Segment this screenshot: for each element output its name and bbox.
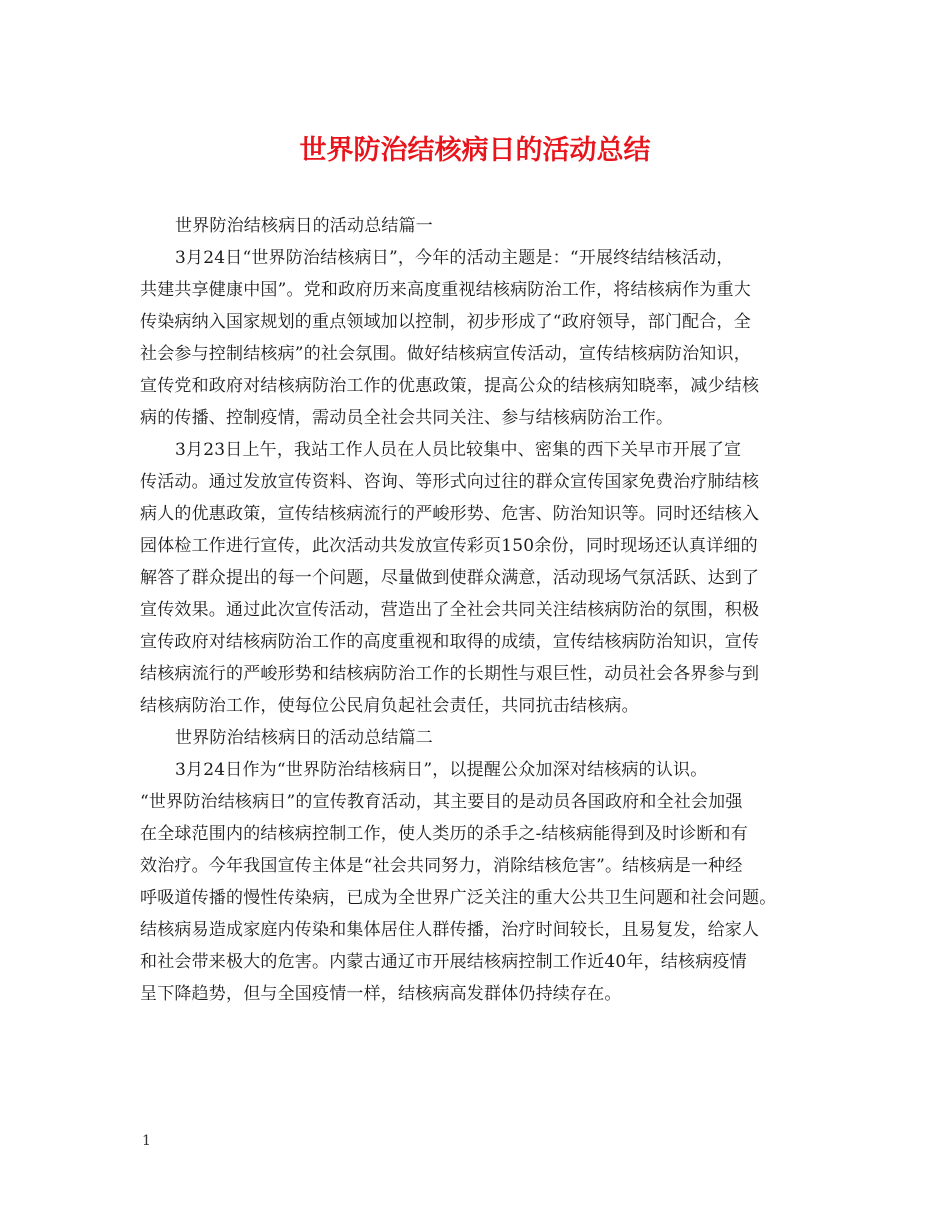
paragraph-line: 在全球范围内的结核病控制工作，使人类历的杀手之-结核病能得到及时诊断和有 <box>140 824 748 844</box>
paragraph-first-line: 3月24日作为“世界防治结核病日”，以提醒公众加深对结核病的认识。 <box>175 760 708 780</box>
paragraph-line: 结核病易造成家庭内传染和集体居住人群传播，治疗时间较长，且易复发，给家人 <box>140 920 760 940</box>
paragraph-first-line: 世界防治结核病日的活动总结篇一 <box>175 216 433 236</box>
paragraph-first-line: 3月23日上午，我站工作人员在人员比较集中、密集的西下关早市开展了宣 <box>175 440 742 460</box>
paragraph-line: 结核病流行的严峻形势和结核病防治工作的长期性与艰巨性，动员社会各界参与到 <box>140 664 760 684</box>
paragraph-line: 病的传播、控制疫情，需动员全社会共同关注、参与结核病防治工作。 <box>140 408 674 428</box>
document-body <box>140 210 840 1010</box>
paragraph-line: 病人的优惠政策，宣传结核病流行的严峻形势、危害、防治知识等。同时还结核入 <box>140 504 760 524</box>
paragraph-line: 宣传党和政府对结核病防治工作的优惠政策，提高公众的结核病知晓率，减少结核 <box>140 376 760 396</box>
paragraph-line: 传染病纳入国家规划的重点领域加以控制，初步形成了“政府领导，部门配合，全 <box>140 312 751 332</box>
paragraph-line: 传活动。通过发放宣传资料、咨询、等形式向过往的群众宣传国家免费治疗肺结核 <box>140 472 760 492</box>
paragraph-line: 解答了群众提出的每一个问题，尽量做到使群众满意，活动现场气氛活跃、达到了 <box>140 568 760 588</box>
paragraph-first-line: 3月24日“世界防治结核病日”，今年的活动主题是：“开展终结结核活动， <box>175 248 734 268</box>
paragraph-line: 效治疗。今年我国宣传主体是“社会共同努力，消除结核危害”。结核病是一种经 <box>140 856 743 876</box>
paragraph-line: 社会参与控制结核病”的社会氛围。做好结核病宣传活动，宣传结核病防治知识， <box>140 344 751 364</box>
paragraph-line: 呼吸道传播的慢性传染病，已成为全世界广泛关注的重大公共卫生问题和社会问题。 <box>140 888 777 908</box>
paragraph-line: 宣传政府对结核病防治工作的高度重视和取得的成绩，宣传结核病防治知识，宣传 <box>140 632 760 652</box>
paragraph-line: “世界防治结核病日”的宣传教育活动，其主要目的是动员各国政府和全社会加强 <box>140 792 743 812</box>
paragraph-line: 呈下降趋势，但与全国疫情一样，结核病高发群体仍持续存在。 <box>140 984 622 1004</box>
paragraph-line: 宣传效果。通过此次宣传活动，营造出了全社会共同关注结核病防治的氛围，积极 <box>140 600 760 620</box>
paragraph-line: 结核病防治工作，使每位公民肩负起社会责任，共同抗击结核病。 <box>140 696 639 716</box>
paragraph-first-line: 世界防治结核病日的活动总结篇二 <box>175 728 433 748</box>
paragraph-line: 园体检工作进行宣传，此次活动共发放宣传彩页150余份，同时现场还认真详细的 <box>140 536 758 556</box>
paragraph-line: 共建共享健康中国”。党和政府历来高度重视结核病防治工作，将结核病作为重大 <box>140 280 751 300</box>
page-number: 1 <box>142 1133 151 1149</box>
document-title: 世界防治结核病日的活动总结 <box>299 135 651 166</box>
paragraph-line: 和社会带来极大的危害。内蒙古通辽市开展结核病控制工作近40年，结核病疫情 <box>140 952 747 972</box>
